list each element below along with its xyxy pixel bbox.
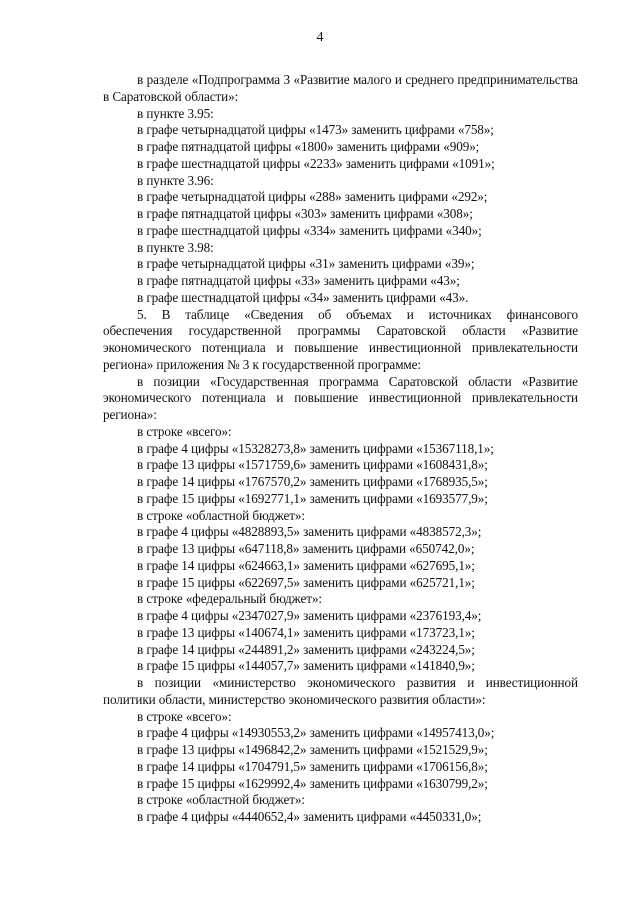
text-line — [0, 776, 640, 793]
line-text: в графе 15 цифры «622697,5» заменить цифрами «625721,1»; — [137, 574, 475, 590]
line-text: в графе 15 цифры «1692771,1» заменить цифрами «1693577,9»; — [137, 490, 488, 506]
line-text: в графе 13 цифры «647118,8» заменить цифрами «650742,0»; — [137, 541, 475, 556]
text-line — [0, 642, 640, 659]
text-line — [0, 675, 640, 692]
text-line — [0, 407, 640, 424]
line-text: в графе 14 цифры «244891,2» заменить цифрами «243224,5»; — [137, 641, 475, 657]
word: разделе — [146, 72, 189, 87]
text-line — [0, 441, 640, 458]
word: малого — [352, 72, 392, 87]
line-text: в графе 4 цифры «14930553,2» заменить цифрами «14957413,0»; — [137, 725, 495, 741]
text-line — [0, 759, 640, 776]
word: и — [276, 340, 284, 355]
text-line — [0, 357, 640, 374]
text-line — [0, 558, 640, 575]
word: и — [406, 306, 414, 322]
line-text: в графе шестнадцатой цифры «2233» заменить цифрами «1091»; — [137, 155, 495, 171]
word: Саратовской — [376, 323, 446, 339]
word: повышение — [294, 340, 359, 355]
word: об — [318, 306, 332, 322]
text-line — [0, 223, 640, 240]
line-text: в графе 13 цифры «1496842,2» заменить цифрами «1521529,9»; — [137, 742, 488, 757]
text-line — [0, 106, 640, 123]
line-text: в графе четырнадцатой цифры «288» заменить цифрами «292»; — [137, 189, 488, 205]
text-line — [0, 608, 640, 625]
word: в — [137, 373, 144, 389]
text-line — [0, 792, 640, 809]
word: потенциала — [201, 340, 266, 355]
text-line — [0, 725, 640, 742]
word: в — [137, 72, 144, 87]
text-line — [0, 173, 640, 190]
word: «Государственная — [210, 373, 309, 389]
line-text: политики области, министерство экономического развития области»: — [103, 691, 486, 707]
text-line — [0, 424, 640, 441]
word: привлекательности — [471, 390, 578, 406]
word: повышение — [294, 390, 359, 406]
word: «Сведения — [244, 306, 304, 322]
word: «Развитие — [521, 373, 578, 389]
word: «Развитие — [293, 72, 350, 87]
justified-line — [103, 323, 578, 340]
word: в — [137, 675, 144, 690]
line-text: в графе 15 цифры «1629992,4» заменить цифрами «1630799,2»; — [137, 775, 488, 791]
text-line — [0, 256, 640, 273]
text-line — [0, 290, 640, 307]
word: позиции — [154, 675, 202, 690]
text-line — [0, 72, 640, 89]
line-text: в графе четырнадцатой цифры «1473» заменить цифрами «758»; — [137, 122, 494, 138]
text-line — [0, 491, 640, 508]
word: инвестиционной — [368, 390, 462, 406]
text-line — [0, 323, 640, 340]
word: государственной — [188, 323, 282, 339]
line-text: в строке «всего»: — [137, 423, 232, 439]
line-text: в Саратовской области»: — [103, 88, 239, 104]
justified-line — [137, 675, 578, 692]
justified-line — [137, 72, 578, 89]
line-text: региона» приложения № 3 к государственной программе: — [103, 356, 421, 372]
word: инвестиционной — [368, 340, 462, 355]
word: развития — [406, 675, 456, 690]
line-text: в графе 4 цифры «2347027,9» заменить цифрами «2376193,4»; — [137, 608, 482, 623]
text-line — [0, 474, 640, 491]
word: Саратовской — [388, 373, 458, 389]
text-line — [0, 122, 640, 139]
word: В — [161, 306, 171, 322]
text-line — [0, 709, 640, 726]
word: среднего — [405, 72, 454, 87]
word: и — [467, 675, 475, 690]
word: 5. — [137, 306, 147, 322]
word: финансового — [506, 306, 578, 322]
line-text: в пункте 3.95: — [137, 105, 214, 121]
text-line — [0, 742, 640, 759]
word: обеспечения — [103, 323, 173, 339]
line-text: в графе пятнадцатой цифры «1800» заменить цифрами «909»; — [137, 139, 480, 154]
justified-line — [103, 390, 578, 407]
word: позиции — [153, 373, 200, 389]
word: таблице — [185, 306, 230, 322]
word: экономического — [103, 340, 192, 355]
line-text: в графе четырнадцатой цифры «31» заменить цифрами «39»; — [137, 256, 475, 272]
word: «Развитие — [521, 323, 578, 339]
text-line — [0, 809, 640, 826]
word: и — [394, 72, 402, 87]
line-text: в графе шестнадцатой цифры «334» заменить цифрами «340»; — [137, 222, 482, 238]
word: 3 — [283, 72, 291, 87]
line-text: региона»: — [103, 407, 157, 422]
text-line — [0, 390, 640, 407]
text-line — [0, 658, 640, 675]
line-text: в графе пятнадцатой цифры «33» заменить цифрами «43»; — [137, 273, 460, 288]
word: экономического — [103, 390, 192, 406]
line-text: в графе 14 цифры «624663,1» заменить цифрами «627695,1»; — [137, 557, 475, 573]
text-line — [0, 273, 640, 290]
line-text: в графе 4 цифры «4828893,5» заменить цифрами «4838572,3»; — [137, 524, 482, 540]
text-line — [0, 206, 640, 223]
line-text: в строке «областной бюджет»: — [137, 507, 305, 523]
word: «Подпрограмма — [191, 72, 281, 87]
word: программа — [318, 373, 379, 389]
word: «министерство — [212, 675, 296, 690]
justified-line — [103, 340, 578, 357]
word: области — [462, 323, 506, 339]
word: программы — [297, 323, 361, 339]
text-line — [0, 625, 640, 642]
text-line — [0, 89, 640, 106]
word: и — [276, 390, 284, 406]
line-text: в графе 4 цифры «15328273,8» заменить цифрами «15367118,1»; — [137, 440, 494, 456]
word: предпринимательства — [457, 72, 578, 87]
text-line — [0, 508, 640, 525]
line-text: в графе шестнадцатой цифры «34» заменить цифрами «43». — [137, 289, 469, 305]
text-line — [0, 156, 640, 173]
line-text: в пункте 3.98: — [137, 239, 214, 255]
word: привлекательности — [471, 340, 578, 355]
justified-line — [137, 307, 578, 324]
text-line — [0, 189, 640, 206]
line-text: в графе 14 цифры «1704791,5» заменить цифрами «1706156,8»; — [137, 758, 488, 774]
word: потенциала — [201, 390, 266, 406]
text-line — [0, 374, 640, 391]
text-line — [0, 591, 640, 608]
line-text: в строке «федеральный бюджет»: — [137, 591, 322, 607]
text-line — [0, 139, 640, 156]
page-number: 4 — [316, 30, 324, 45]
word: инвестиционной — [485, 675, 578, 690]
line-text: в графе 13 цифры «1571759,6» заменить цифрами «1608431,8»; — [137, 457, 488, 473]
text-line — [0, 524, 640, 541]
line-text: в графе 15 цифры «144057,7» заменить цифрами «141840,9»; — [137, 658, 475, 674]
line-text: в графе 14 цифры «1767570,2» заменить цифрами «1768935,5»; — [137, 474, 488, 489]
line-text: в пункте 3.96: — [137, 172, 214, 188]
line-text: в графе 4 цифры «4440652,4» заменить цифрами «4450331,0»; — [137, 809, 482, 824]
text-line — [0, 340, 640, 357]
word: объемах — [346, 306, 392, 322]
line-text: в графе пятнадцатой цифры «303» заменить цифрами «308»; — [137, 206, 473, 221]
line-text: в графе 13 цифры «140674,1» заменить цифрами «173723,1»; — [137, 624, 475, 640]
text-line — [0, 240, 640, 257]
document-body — [0, 72, 640, 826]
word: области — [468, 373, 512, 389]
word: источниках — [428, 306, 492, 322]
text-line — [0, 692, 640, 709]
text-line — [0, 541, 640, 558]
line-text: в строке «всего»: — [137, 708, 232, 724]
line-text: в строке «областной бюджет»: — [137, 792, 305, 808]
justified-line — [137, 374, 578, 391]
text-line — [0, 307, 640, 324]
word: экономического — [307, 675, 396, 690]
text-line — [0, 575, 640, 592]
text-line — [0, 457, 640, 474]
